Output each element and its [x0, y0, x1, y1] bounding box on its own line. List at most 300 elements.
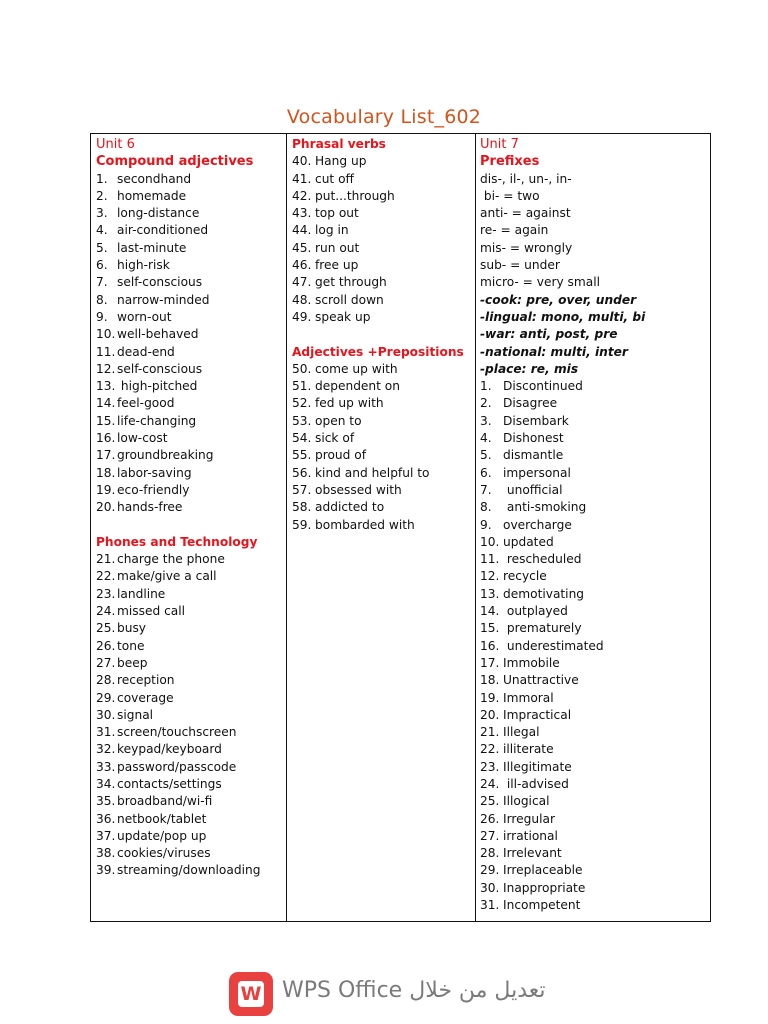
item-number: 17.	[96, 448, 116, 463]
list-item	[292, 378, 475, 395]
item-number: 22.	[96, 569, 116, 584]
list-item	[96, 638, 286, 655]
item-number: 27.	[96, 655, 116, 670]
item-number: 8.	[96, 292, 108, 307]
list-item	[292, 222, 475, 239]
page-title: Vocabulary List_602	[286, 106, 482, 128]
item-number: 53.	[292, 413, 312, 428]
list-item	[96, 395, 286, 412]
item-number: 13.	[480, 586, 500, 601]
item-text: tone	[117, 638, 145, 653]
item-text: coverage	[117, 690, 174, 705]
item-number: 30.	[96, 707, 116, 722]
item-text: groundbreaking	[117, 448, 214, 463]
list-item	[292, 361, 475, 378]
list-item: bi- = two	[480, 188, 540, 203]
item-number: 5.	[96, 240, 108, 255]
item-text: dependent on	[315, 379, 400, 394]
item-text: dismantle	[503, 448, 564, 463]
item-number: 30.	[480, 880, 500, 895]
item-text: Irreplaceable	[503, 863, 583, 878]
item-text: Impractical	[503, 707, 572, 722]
list-item	[96, 447, 286, 464]
watermark-text	[282, 978, 546, 1003]
item-number: 56.	[292, 465, 312, 480]
list-item	[96, 690, 286, 707]
item-text: high-pitched	[117, 379, 198, 394]
list-item	[480, 776, 710, 793]
column-unit-6	[91, 134, 287, 921]
item-text: feel-good	[117, 396, 175, 411]
list-item	[96, 672, 286, 689]
word-list	[292, 361, 475, 534]
item-text: Illegitimate	[503, 759, 572, 774]
list-item	[480, 793, 710, 810]
item-text: put...through	[315, 188, 395, 203]
list-item	[292, 274, 475, 291]
item-text: rescheduled	[503, 552, 582, 567]
item-number: 26.	[96, 638, 116, 653]
item-number: 28.	[480, 846, 500, 861]
item-text: password/passcode	[117, 759, 237, 774]
list-item	[292, 309, 475, 326]
item-number: 25.	[480, 794, 500, 809]
item-text: log in	[315, 223, 349, 238]
item-text: low-cost	[117, 431, 168, 446]
item-number: 7.	[96, 275, 108, 290]
list-item: dis-, il-, un-, in-	[480, 171, 572, 186]
item-text: missed call	[117, 604, 186, 619]
list-item	[292, 257, 475, 274]
item-text: get through	[315, 275, 387, 290]
item-text: screen/touchscreen	[117, 725, 237, 740]
column-phrasal-verbs	[287, 134, 476, 921]
list-item	[96, 724, 286, 741]
list-item	[480, 638, 710, 655]
item-text: underestimated	[503, 638, 604, 653]
item-text: cut off	[315, 171, 354, 186]
item-text: Illegal	[503, 725, 540, 740]
item-text: life-changing	[117, 413, 197, 428]
item-number: 16.	[96, 431, 116, 446]
item-number: 28.	[96, 673, 116, 688]
wps-logo-icon	[229, 972, 273, 1016]
item-text: open to	[315, 413, 362, 428]
list-item	[292, 153, 475, 170]
item-number: 21.	[96, 552, 116, 567]
list-item	[96, 326, 286, 343]
list-item	[96, 171, 286, 188]
list-item	[96, 344, 286, 361]
item-text: Irrelevant	[503, 846, 562, 861]
item-number: 9.	[96, 309, 108, 324]
item-number: 12.	[96, 361, 116, 376]
item-text: keypad/keyboard	[117, 742, 222, 757]
item-text: long-distance	[117, 206, 200, 221]
item-text: Disagree	[503, 396, 558, 411]
item-text: outplayed	[503, 604, 568, 619]
word-list	[96, 551, 286, 880]
item-number: 11.	[480, 552, 500, 567]
item-number: 8.	[480, 500, 492, 515]
list-item	[480, 620, 710, 637]
list-item: mis- = wrongly	[480, 240, 573, 255]
item-number: 51.	[292, 379, 312, 394]
word-list	[96, 171, 286, 517]
item-number: 20.	[96, 500, 116, 515]
item-number: 38.	[96, 846, 116, 861]
item-number: 43.	[292, 206, 312, 221]
list-item	[292, 465, 475, 482]
item-text: Incompetent	[503, 898, 581, 913]
item-number: 3.	[96, 206, 108, 221]
section-heading: Compound adjectives	[96, 154, 254, 170]
item-text: last-minute	[117, 240, 187, 255]
item-text: free up	[315, 258, 359, 273]
item-text: proud of	[315, 448, 367, 463]
item-text: impersonal	[503, 465, 571, 480]
list-item	[96, 274, 286, 291]
item-text: bombarded with	[315, 517, 415, 532]
list-item	[96, 257, 286, 274]
unit-heading: Unit 7	[480, 137, 519, 152]
item-text: well-behaved	[117, 327, 199, 342]
list-item	[96, 205, 286, 222]
list-item	[480, 499, 710, 516]
unit-heading: Unit 6	[96, 137, 135, 152]
list-item	[292, 205, 475, 222]
item-text: top out	[315, 206, 359, 221]
column-unit-7	[476, 134, 710, 921]
item-number: 22.	[480, 742, 500, 757]
item-text: sick of	[315, 431, 355, 446]
item-number: 7.	[480, 482, 492, 497]
item-number: 19.	[96, 482, 116, 497]
item-text: signal	[117, 707, 154, 722]
list-item	[96, 551, 286, 568]
item-number: 25.	[96, 621, 116, 636]
list-item	[96, 811, 286, 828]
item-number: 35.	[96, 794, 116, 809]
item-number: 14.	[96, 396, 116, 411]
prefix-combinations	[480, 292, 710, 378]
item-number: 52.	[292, 396, 312, 411]
list-item	[480, 845, 710, 862]
item-text: streaming/downloading	[117, 863, 261, 878]
item-number: 29.	[96, 690, 116, 705]
list-item: -cook: pre, over, under	[480, 292, 637, 307]
item-number: 59.	[292, 517, 312, 532]
list-item: -national: multi, inter	[480, 344, 628, 359]
item-text: high-risk	[117, 258, 170, 273]
item-number: 36.	[96, 811, 116, 826]
item-number: 26.	[480, 811, 500, 826]
section-heading: Adjectives +Prepositions	[292, 344, 464, 359]
item-text: dead-end	[117, 344, 175, 359]
list-item: anti- = against	[480, 206, 571, 221]
item-text: homemade	[117, 188, 187, 203]
item-text: self-conscious	[117, 275, 203, 290]
list-item	[96, 603, 286, 620]
item-text: Immobile	[503, 655, 560, 670]
list-item	[292, 188, 475, 205]
item-text: irrational	[503, 828, 558, 843]
list-item	[480, 586, 710, 603]
list-item: -lingual: mono, multi, bi	[480, 309, 646, 324]
item-text: Immoral	[503, 690, 554, 705]
item-number: 1.	[480, 379, 492, 394]
list-item	[480, 395, 710, 412]
list-item	[96, 862, 286, 879]
item-text: recycle	[503, 569, 547, 584]
list-item: re- = again	[480, 223, 549, 238]
list-item	[480, 862, 710, 879]
list-item	[480, 551, 710, 568]
vocabulary-table	[90, 133, 711, 922]
item-text: prematurely	[503, 621, 582, 636]
list-item	[96, 793, 286, 810]
item-number: 48.	[292, 292, 312, 307]
list-item	[480, 811, 710, 828]
item-number: 9.	[480, 517, 492, 532]
list-item	[96, 776, 286, 793]
list-item	[480, 413, 710, 430]
list-item	[292, 517, 475, 534]
item-text: fed up with	[315, 396, 384, 411]
item-text: update/pop up	[117, 828, 207, 843]
item-text: anti-smoking	[503, 500, 587, 515]
section-heading: Phones and Technology	[96, 534, 258, 549]
list-item	[480, 828, 710, 845]
item-number: 27.	[480, 828, 500, 843]
list-item: -war: anti, post, pre	[480, 327, 618, 342]
item-number: 16.	[480, 638, 500, 653]
list-item	[292, 499, 475, 516]
list-item	[480, 724, 710, 741]
list-item	[96, 413, 286, 430]
item-text: hands-free	[117, 500, 183, 515]
item-number: 32.	[96, 742, 116, 757]
list-item	[96, 655, 286, 672]
list-item	[96, 465, 286, 482]
item-number: 6.	[96, 258, 108, 273]
item-text: air-conditioned	[117, 223, 209, 238]
item-number: 1.	[96, 171, 108, 186]
item-text: beep	[117, 655, 148, 670]
item-text: ill-advised	[503, 776, 569, 791]
item-number: 4.	[96, 223, 108, 238]
item-number: 15.	[480, 621, 500, 636]
list-item	[480, 465, 710, 482]
item-text: self-conscious	[117, 361, 203, 376]
item-text: make/give a call	[117, 569, 217, 584]
word-list	[480, 378, 710, 914]
item-number: 41.	[292, 171, 312, 186]
item-number: 31.	[480, 898, 500, 913]
item-number: 18.	[96, 465, 116, 480]
item-text: charge the phone	[117, 552, 225, 567]
item-text: narrow-minded	[117, 292, 210, 307]
list-item	[480, 482, 710, 499]
list-item	[96, 482, 286, 499]
list-item	[96, 845, 286, 862]
item-number: 20.	[480, 707, 500, 722]
item-number: 10.	[480, 534, 500, 549]
item-text: Discontinued	[503, 379, 583, 394]
list-item	[480, 880, 710, 897]
item-text: Inappropriate	[503, 880, 586, 895]
item-number: 15.	[96, 413, 116, 428]
list-item	[96, 309, 286, 326]
item-number: 4.	[480, 431, 492, 446]
list-item	[480, 517, 710, 534]
item-number: 46.	[292, 258, 312, 273]
list-item	[96, 828, 286, 845]
item-number: 2.	[480, 396, 492, 411]
item-text: speak up	[315, 309, 371, 324]
prefix-rules	[480, 171, 710, 292]
item-number: 50.	[292, 361, 312, 376]
list-item	[480, 447, 710, 464]
list-item	[292, 430, 475, 447]
item-number: 37.	[96, 828, 116, 843]
item-text: labor-saving	[117, 465, 192, 480]
item-text: secondhand	[117, 171, 192, 186]
item-text: obsessed with	[315, 482, 402, 497]
item-number: 2.	[96, 188, 108, 203]
footer-watermark	[0, 970, 768, 1018]
item-text: worn-out	[117, 309, 172, 324]
item-number: 5.	[480, 448, 492, 463]
list-item	[480, 672, 710, 689]
list-item	[96, 222, 286, 239]
item-text: unofficial	[503, 482, 563, 497]
list-item	[292, 482, 475, 499]
list-item	[480, 707, 710, 724]
item-text: netbook/tablet	[117, 811, 207, 826]
item-number: 29.	[480, 863, 500, 878]
list-item	[480, 690, 710, 707]
item-number: 49.	[292, 309, 312, 324]
item-text: Illogical	[503, 794, 550, 809]
arabic-caption: تعديل من خلال	[409, 978, 546, 1003]
list-item	[96, 620, 286, 637]
list-item	[96, 188, 286, 205]
list-item	[480, 897, 710, 914]
item-number: 54.	[292, 431, 312, 446]
item-text: Irregular	[503, 811, 555, 826]
list-item	[480, 603, 710, 620]
list-item	[96, 240, 286, 257]
item-number: 23.	[480, 759, 500, 774]
list-item	[480, 655, 710, 672]
list-item	[96, 292, 286, 309]
item-text: busy	[117, 621, 147, 636]
item-text: scroll down	[315, 292, 384, 307]
item-text: Disembark	[503, 413, 569, 428]
item-number: 47.	[292, 275, 312, 290]
list-item	[96, 707, 286, 724]
logo-letter: W	[240, 983, 262, 1005]
list-item	[96, 759, 286, 776]
item-number: 6.	[480, 465, 492, 480]
list-item: sub- = under	[480, 258, 560, 273]
item-text: Dishonest	[503, 431, 564, 446]
item-text: illiterate	[503, 742, 554, 757]
item-text: run out	[315, 240, 360, 255]
list-item: -place: re, mis	[480, 361, 579, 376]
item-number: 3.	[480, 413, 492, 428]
item-number: 33.	[96, 759, 116, 774]
item-number: 45.	[292, 240, 312, 255]
item-text: overcharge	[503, 517, 572, 532]
item-number: 14.	[480, 604, 500, 619]
item-number: 24.	[480, 776, 500, 791]
item-text: reception	[117, 673, 175, 688]
item-text: eco-friendly	[117, 482, 190, 497]
item-number: 18.	[480, 673, 500, 688]
item-number: 10.	[96, 327, 116, 342]
item-number: 42.	[292, 188, 312, 203]
item-number: 55.	[292, 448, 312, 463]
list-item	[480, 378, 710, 395]
item-number: 39.	[96, 863, 116, 878]
list-item	[96, 586, 286, 603]
list-item	[96, 430, 286, 447]
list-item	[292, 292, 475, 309]
item-text: updated	[503, 534, 554, 549]
item-text: landline	[117, 586, 166, 601]
list-item	[96, 499, 286, 516]
item-text: broadband/wi-fi	[117, 794, 213, 809]
item-text: Hang up	[315, 154, 367, 169]
list-item	[480, 534, 710, 551]
list-item	[292, 413, 475, 430]
list-item	[292, 240, 475, 257]
section-heading: Prefixes	[480, 154, 540, 170]
list-item	[480, 759, 710, 776]
list-item	[292, 171, 475, 188]
list-item: micro- = very small	[480, 275, 601, 290]
item-number: 19.	[480, 690, 500, 705]
item-number: 21.	[480, 725, 500, 740]
item-text: cookies/viruses	[117, 846, 211, 861]
item-number: 24.	[96, 604, 116, 619]
item-number: 40.	[292, 154, 312, 169]
list-item	[480, 741, 710, 758]
list-item	[480, 430, 710, 447]
list-item	[96, 361, 286, 378]
item-number: 44.	[292, 223, 312, 238]
item-number: 58.	[292, 500, 312, 515]
item-number: 31.	[96, 725, 116, 740]
list-item	[292, 447, 475, 464]
list-item	[292, 395, 475, 412]
list-item	[96, 741, 286, 758]
item-number: 11.	[96, 344, 116, 359]
word-list	[292, 153, 475, 326]
item-text: Unattractive	[503, 673, 579, 688]
item-text: contacts/settings	[117, 776, 222, 791]
list-item	[96, 568, 286, 585]
section-heading: Phrasal verbs	[292, 137, 386, 151]
item-text: come up with	[315, 361, 398, 376]
item-number: 23.	[96, 586, 116, 601]
item-text: demotivating	[503, 586, 585, 601]
item-number: 34.	[96, 776, 116, 791]
list-item	[96, 378, 286, 395]
item-number: 17.	[480, 655, 500, 670]
